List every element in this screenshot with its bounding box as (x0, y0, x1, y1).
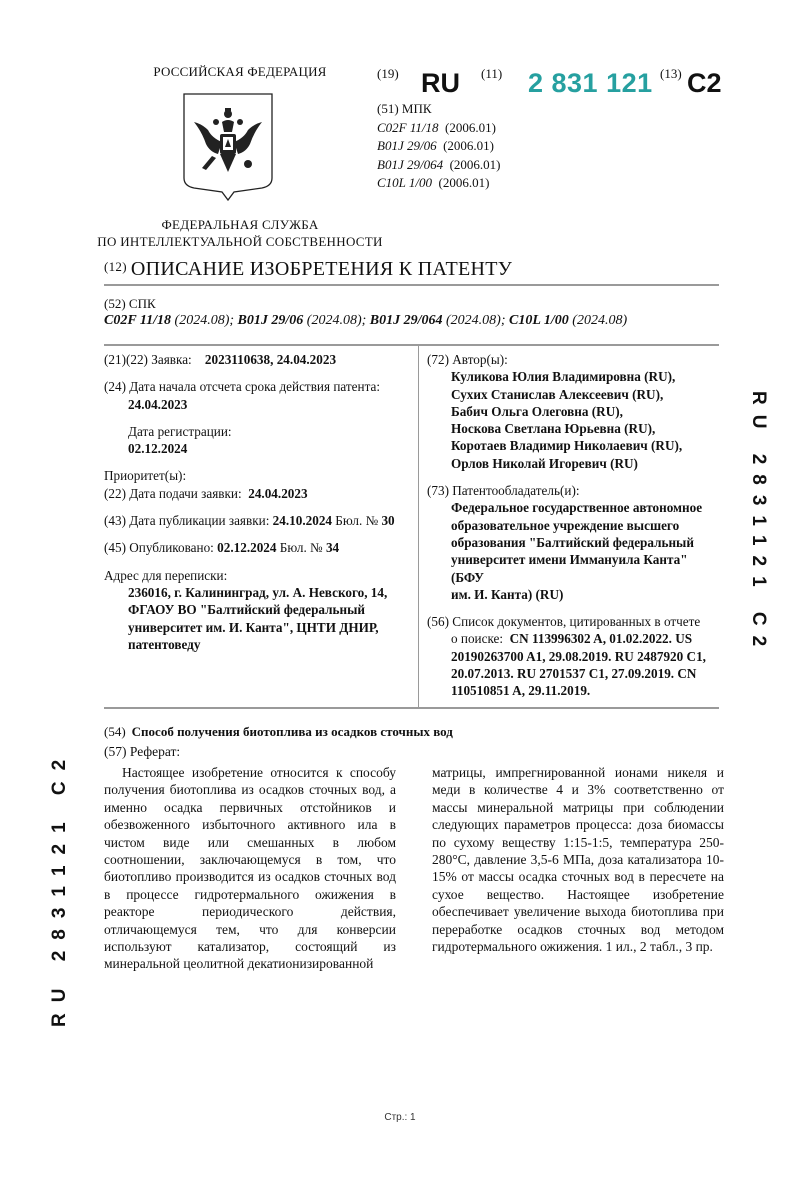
ipc-item: C10L 1/00 (2006.01) (377, 175, 490, 190)
author: Орлов Николай Игоревич (RU) (451, 455, 638, 471)
cited-line: 20190263700 A1, 29.08.2019. RU 2487920 C1, (451, 648, 706, 664)
term-start-label: (24) Дата начала отсчета срока действия патента: (104, 379, 381, 395)
abstract-label: (57) Реферат: (104, 744, 181, 759)
inid-12: (12) (104, 259, 127, 274)
ipc-label: (51) МПК (377, 101, 432, 116)
cited-first-line: о поиске: CN 113996302 A, 01.02.2022. US (451, 631, 693, 647)
kind-code: C2 (687, 68, 722, 98)
inid-54: (54) (104, 724, 126, 739)
divider (104, 344, 719, 346)
address-line: ФГАОУ ВО "Балтийский федеральный (128, 602, 365, 618)
agency-line-1: ФЕДЕРАЛЬНАЯ СЛУЖБА (161, 217, 319, 232)
priority-label: Приоритет(ы): (104, 468, 187, 484)
ipc-item: C02F 11/18 (2006.01) (377, 119, 496, 135)
application-field: (21)(22) Заявка: 2023110638, 24.04.2023 (104, 352, 337, 367)
document-title (104, 258, 512, 281)
author: Сухих Станислав Алексеевич (RU), (451, 386, 664, 402)
address-label: Адрес для переписки: (104, 567, 228, 583)
ipc-item: B01J 29/06 (2006.01) (377, 138, 494, 153)
divider (104, 284, 719, 286)
side-label-left: RU 2831121 C2 (49, 748, 70, 1027)
cited-label: (56) Список документов, цитированных в отчете (427, 614, 701, 630)
country-code: RU (421, 68, 460, 98)
authors-label: (72) Автор(ы): (427, 352, 508, 367)
cpc-label: (52) СПК (104, 296, 156, 311)
bibliographic-left (104, 351, 414, 653)
abstract-text: Настоящее изобретение относится к способу получения биотоплива из осадков сточных вод, а именно осадка первичных отстойников и обезвоженного избыточного активного ила в чистом виде или смешанных в любом соотношении, заключающемуся в том, что биотопливо производится из осадков сточных вод в процессе гидротермального ожижения в реакторе периодического действия, отличающемуся тем, что для конверсии используют катализатор, состоящий из минеральной цеолитной декатионизированной (104, 765, 396, 972)
country-name: РОССИЙСКАЯ ФЕДЕРАЦИЯ (153, 64, 327, 79)
ipc-classification (377, 100, 501, 193)
registration-label: Дата регистрации: (128, 423, 232, 439)
inid-11: (11) (481, 66, 503, 81)
document-title-text: ОПИСАНИЕ ИЗОБРЕТЕНИЯ К ПАТЕНТУ (130, 258, 513, 280)
invention-title (104, 724, 453, 740)
owner-label: (73) Патентообладатель(и): (427, 483, 580, 499)
invention-title-text: Способ получения биотоплива из осадков сточных вод (131, 724, 453, 739)
author: Носкова Светлана Юрьевна (RU), (451, 421, 656, 437)
filing-date: (22) Дата подачи заявки: 24.04.2023 (104, 485, 308, 501)
abstract-right-column (432, 764, 724, 955)
agency-line-2: ПО ИНТЕЛЛЕКТУАЛЬНОЙ СОБСТВЕННОСТИ (97, 234, 383, 249)
divider (418, 344, 419, 707)
address-line: патентоведу (128, 636, 201, 652)
author: Бабич Ольга Олеговна (RU), (451, 403, 623, 419)
registration-value: 02.12.2024 (128, 441, 188, 457)
cpc-classification (104, 295, 627, 329)
russian-coat-of-arms-icon (182, 92, 274, 202)
author: Коротаев Владимир Николаевич (RU), (451, 438, 683, 454)
divider (104, 707, 719, 709)
address-line: 236016, г. Калининград, ул. А. Невского, 14, (128, 584, 388, 600)
patent-number: 2 831 121 (528, 68, 653, 98)
published-date: (45) Опубликовано: 02.12.2024 Бюл. № 34 (104, 540, 340, 556)
author: Куликова Юлия Владимировна (RU), (451, 369, 676, 385)
ipc-item: B01J 29/064 (2006.01) (377, 156, 501, 172)
abstract-text: матрицы, импрегнированной ионами никеля и меди в количестве 4 и 3% соответственно от массы минеральной матрицы при соблюдении следующих параметров процесса: доза биомассы по сухому веществу 1:15-1:5, температура 250-280°C, давление 3,5-6 МПа, доза катализатора 10-15% от массы осадка сточных вод в пересчете на сухое вещество. Настоящее изобретение обеспечивает увеличение выхода биотоплива при переработке осадков сточных вод методом гидротермального ожижения. 1 ил., 2 табл., 3 пр. (432, 765, 724, 955)
owner-line: образовательное учреждение высшего (451, 517, 680, 533)
cited-line: 20.07.2013. RU 2701537 C1, 27.09.2019. CN (451, 666, 697, 682)
agency-name (80, 216, 400, 250)
application-publication: (43) Дата публикации заявки: 24.10.2024 Бюл. № 30 (104, 513, 395, 529)
side-label-right: RU 2831121 C2 (748, 391, 769, 657)
term-start-value: 24.04.2023 (128, 396, 188, 412)
inid-19: (19) (377, 66, 399, 81)
bibliographic-right (427, 351, 723, 700)
owner-line: образования "Балтийский федеральный (451, 534, 694, 550)
page-number: Стр.: 1 (384, 1112, 416, 1123)
cpc-codes: C02F 11/18 (2024.08); B01J 29/06 (2024.08); B01J 29/064 (2024.08); C10L 1/00 (2024.08) (104, 313, 628, 328)
cited-line: 110510851 A, 29.11.2019. (451, 683, 591, 699)
address-line: университет им. И. Канта", ЦНТИ ДНИР, (128, 619, 379, 635)
inid-13: (13) (660, 66, 682, 81)
abstract-left-column (104, 764, 396, 973)
owner-line: им. И. Канта) (RU) (451, 586, 564, 602)
owner-line: университет имени Иммануила Канта" (БФУ (451, 552, 688, 585)
publication-number (377, 64, 757, 104)
owner-line: Федеральное государственное автономное (451, 500, 703, 516)
